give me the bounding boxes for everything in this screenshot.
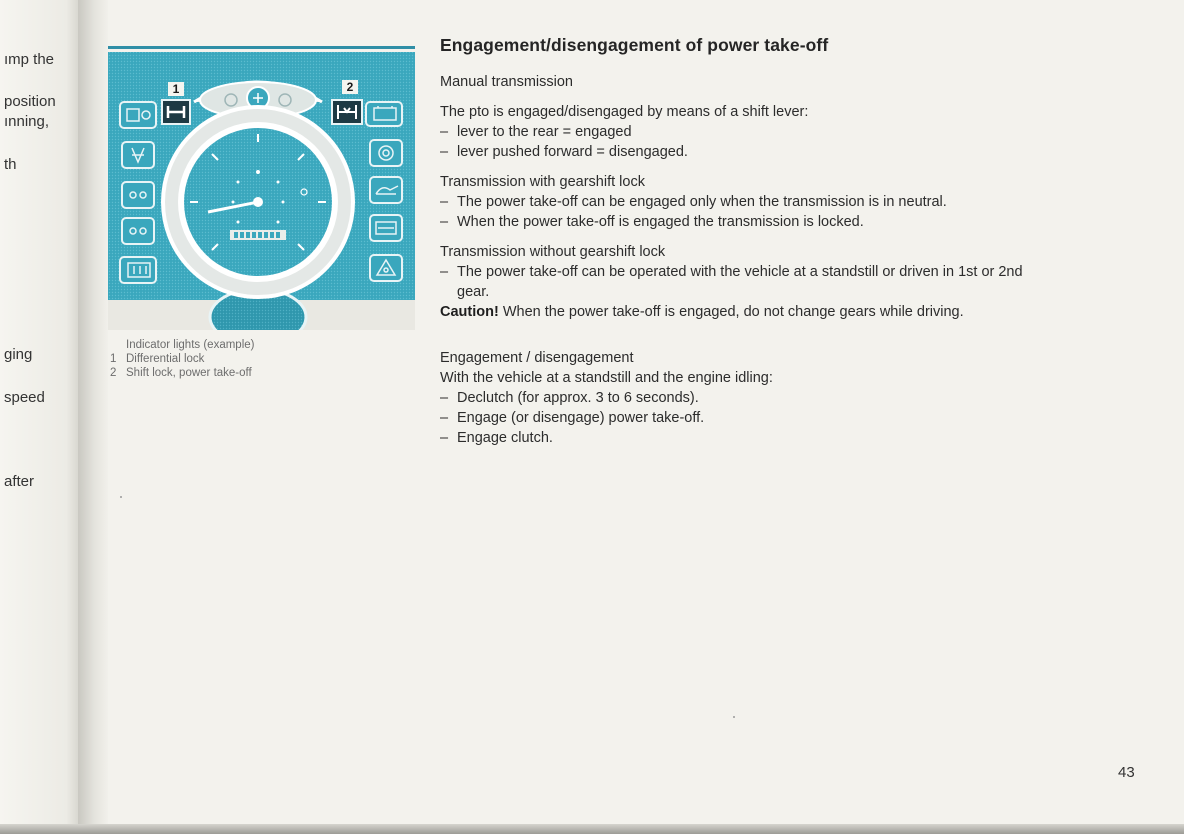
previous-page-text: ınning,: [4, 113, 50, 130]
previous-page-text: position: [4, 93, 56, 110]
book-gutter: [78, 0, 108, 834]
instrument-cluster-illustration: [108, 42, 415, 330]
paper-speck: [120, 496, 122, 498]
section-heading: Engagement / disengagement: [440, 350, 634, 366]
list-item: – lever to the rear = engaged: [440, 122, 1140, 142]
caution-text: When the power take-off is engaged, do not change gears while driving.: [502, 304, 964, 320]
callout-1: 1: [172, 82, 180, 96]
list-item: – The power take-off can be operated with the vehicle at a standstill or driven in 1st or 2nd gear.: [440, 262, 1040, 302]
previous-page-text: ımp the: [4, 51, 55, 68]
previous-page-text: speed: [4, 389, 45, 406]
section-heading: Transmission with gearshift lock: [440, 174, 645, 190]
section-heading: Transmission without gearshift lock: [440, 244, 666, 260]
previous-page-text: ging: [4, 346, 33, 363]
caption-line: 2 Shift lock, power take-off: [110, 367, 252, 379]
list-item: – Engage (or disengage) power take-off.: [440, 408, 1140, 428]
engage-intro: With the vehicle at a standstill and the engine idling:: [440, 370, 773, 386]
list-item: – Engage clutch.: [440, 428, 1140, 448]
figure-caption: [110, 338, 254, 380]
previous-page-edge: [0, 0, 78, 834]
pto-intro: The pto is engaged/disengaged by means of a shift lever:: [440, 104, 809, 120]
list-item: – The power take-off can be engaged only when the transmission is in neutral.: [440, 192, 1140, 212]
page-bottom-edge: [0, 824, 1184, 834]
caution-label: Caution!: [440, 304, 499, 320]
caution-note: [440, 302, 1020, 322]
callout-2: 2: [346, 80, 354, 94]
previous-page-text: after: [4, 473, 35, 490]
lock-list: [440, 192, 1140, 232]
page-title: Engagement/disengagement of power take-off: [440, 35, 829, 55]
caption-line: Indicator lights (example): [126, 339, 255, 351]
previous-page-text: th: [4, 156, 17, 173]
engage-list: [440, 388, 1140, 448]
nolock-list: [440, 262, 1040, 302]
caption-line: 1 Differential lock: [110, 353, 205, 365]
main-text-column: [440, 35, 1140, 448]
paper-speck: [733, 716, 735, 718]
list-item: – When the power take-off is engaged the transmission is locked.: [440, 212, 1140, 232]
list-item: – Declutch (for approx. 3 to 6 seconds).: [440, 388, 1140, 408]
pto-list: [440, 122, 1140, 162]
page-number: 43: [1118, 764, 1135, 781]
section-heading: Manual transmission: [440, 74, 573, 90]
list-item: – lever pushed forward = disengaged.: [440, 142, 1140, 162]
